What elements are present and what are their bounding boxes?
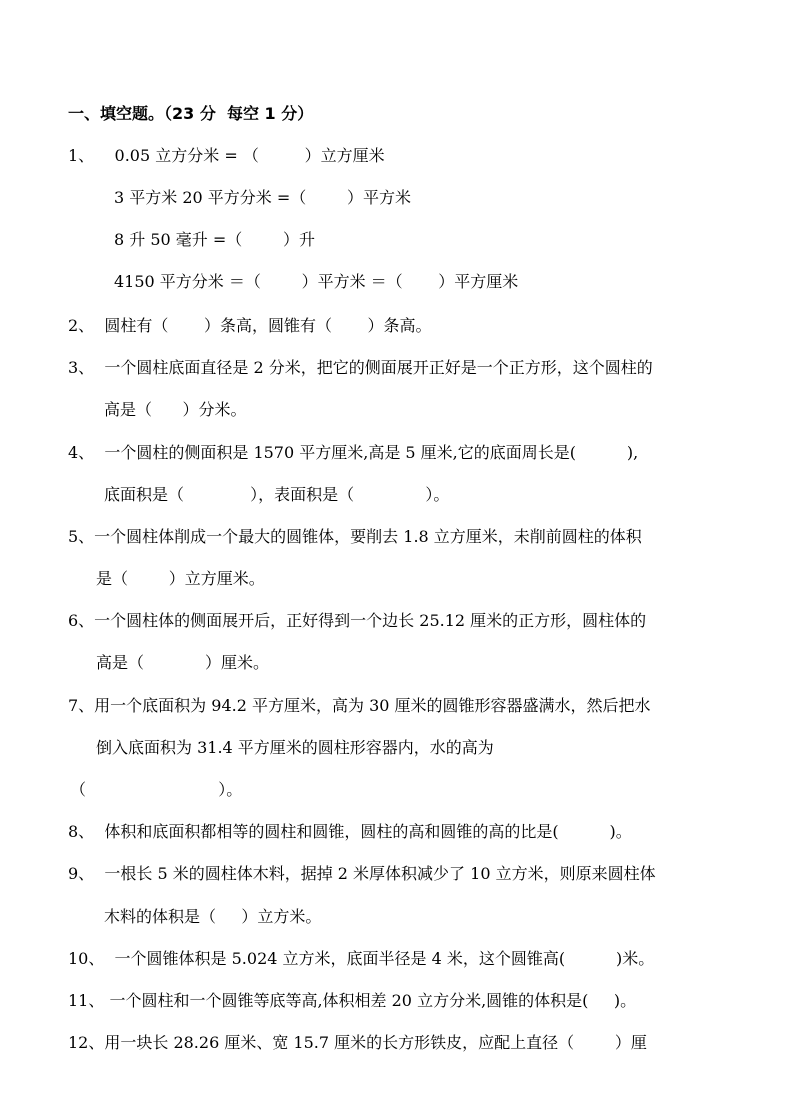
section-heading: 一、填空题。（23 分 每空 1 分） <box>68 104 314 123</box>
question-1-line-1: 1、 0.05 立方分米 = （ ）立方厘米 <box>68 146 385 165</box>
question-6-line-1: 6、一个圆柱体的侧面展开后，正好得到一个边长 25.12 厘米的正方形，圆柱体的 <box>68 611 647 630</box>
question-4-line-2: 底面积是（ ），表面积是（ ）。 <box>104 485 450 504</box>
question-2: 2、 圆柱有（ ）条高，圆锥有（ ）条高。 <box>68 316 432 335</box>
question-5-line-2: 是（ ）立方厘米。 <box>96 569 265 588</box>
question-5-line-1: 5、一个圆柱体削成一个最大的圆锥体，要削去 1.8 立方厘米，未削前圆柱的体积 <box>68 527 642 546</box>
question-1-line-2: 3 平方米 20 平方分米 =（ ）平方米 <box>114 188 411 207</box>
question-7-line-3: （ ）。 <box>70 780 243 799</box>
question-4-line-1: 4、 一个圆柱的侧面积是 1570 平方厘米,高是 5 厘米,它的底面周长是( ), <box>68 443 639 462</box>
question-1-line-3: 8 升 50 毫升 =（ ）升 <box>114 230 315 249</box>
question-6-line-2: 高是（ ）厘米。 <box>96 653 270 672</box>
question-3-line-1: 3、 一个圆柱底面直径是 2 分米，把它的侧面展开正好是一个正方形，这个圆柱的 <box>68 358 653 377</box>
question-9-line-2: 木料的体积是（ ）立方米。 <box>104 907 322 926</box>
question-7-line-2: 倒入底面积为 31.4 平方厘米的圆柱形容器内，水的高为 <box>96 738 494 757</box>
question-12: 12、用一块长 28.26 厘米、宽 15.7 厘米的长方形铁皮，应配上直径（ ）厘 <box>68 1033 647 1052</box>
question-11: 11、 一个圆柱和一个圆锥等底等高,体积相差 20 立方分米,圆锥的体积是( )。 <box>68 991 637 1010</box>
question-3-line-2: 高是（ ）分米。 <box>104 400 247 419</box>
question-7-line-1: 7、用一个底面积为 94.2 平方厘米，高为 30 厘米的圆锥形容器盛满水，然后把水 <box>68 696 651 715</box>
question-9-line-1: 9、 一根长 5 米的圆柱体木料，据掉 2 米厚体积减少了 10 立方米，则原来圆柱体 <box>68 864 656 883</box>
question-10: 10、 一个圆锥体积是 5.024 立方米，底面半径是 4 米，这个圆锥高( )米。 <box>68 949 655 968</box>
question-8: 8、 体积和底面积都相等的圆柱和圆锥，圆柱的高和圆锥的高的比是( )。 <box>68 822 632 841</box>
question-1-line-4: 4150 平方分米 ＝（ ）平方米 ＝（ ）平方厘米 <box>114 272 519 291</box>
